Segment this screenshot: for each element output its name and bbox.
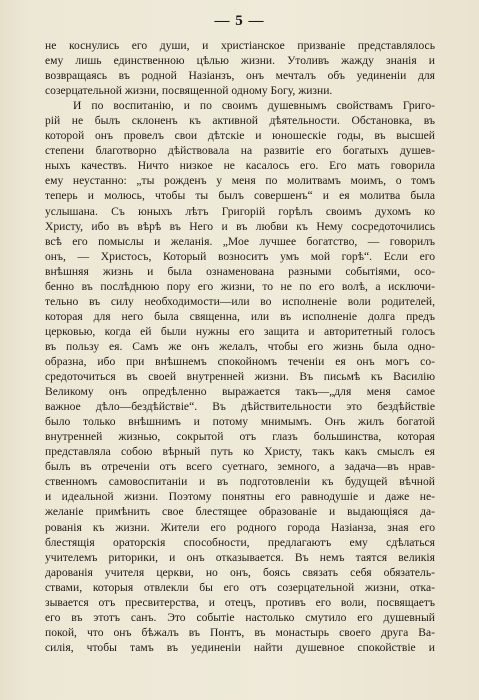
text-line: И по воспитанію, и по своимъ душевнымъ свойствамъ Григо- bbox=[73, 99, 435, 113]
text-line: бенно въ послѣднюю пору его жизни, то не по его волѣ, а исключи- bbox=[45, 279, 435, 293]
body-text bbox=[45, 38, 435, 655]
text-line: его въ этотъ санъ. Это событіе настолько смутило его душевный bbox=[45, 610, 435, 624]
text-line: средоточиться въ своей внутренней жизни. Въ письмѣ къ Василію bbox=[45, 370, 435, 384]
text-line: ему неустанно: „ты рожденъ у меня по молитвамъ моимъ, о томъ bbox=[45, 174, 435, 188]
text-line: ныхъ качествъ. Ничто низкое не касалось его. Его мать говорила bbox=[45, 159, 435, 173]
text-line: ственномъ самовоспитаніи и въ подготовленіи къ будущей вѣчной bbox=[45, 475, 435, 489]
text-line: онъ, — Христосъ, Который возноситъ умъ мой горѣ“. Если его bbox=[45, 249, 435, 263]
text-line: церковью, когда ей были нужны его защита и авторитетный голосъ bbox=[45, 324, 435, 338]
text-line: теперь и молюсь, чтобы ты былъ совершенъ“ и ея молитва была bbox=[45, 189, 435, 203]
text-line: представляла собою вѣрный путь ко Христу, такъ какъ смыслъ ея bbox=[45, 445, 435, 459]
text-line: желаніе примѣнить свое блестящее образованіе и выдающіяся да- bbox=[45, 505, 435, 519]
text-line: было только внѣшнимъ и потому мнимымъ. Онъ жилъ богатой bbox=[45, 415, 435, 429]
text-line: всѣ его помыслы и желанія. „Мое лучшее богатство, — говорилъ bbox=[45, 234, 435, 248]
text-line: внѣшняя жизнь и была ознаменована разными событіями, осо- bbox=[45, 264, 435, 278]
text-line: зывается отъ пресвитерства, и отецъ, противъ его воли, посвящаетъ bbox=[45, 595, 435, 609]
page-number: — 5 — bbox=[214, 13, 265, 29]
text-line: которой онъ провелъ свои дѣтскіе и юношескіе годы, въ высшей bbox=[45, 129, 435, 143]
text-line: и идеальной жизни. Поэтому понятны его равнодушіе и даже не- bbox=[45, 490, 435, 504]
text-line: рій не былъ склоненъ къ активной дѣятельности. Обстановка, въ bbox=[45, 114, 435, 128]
text-line: дарованія учителя церкви, но онъ, боясь связать себя обязатель- bbox=[45, 565, 435, 579]
text-line: тельно въ силу необходимости—или во исполненіе воли родителей, bbox=[45, 294, 435, 308]
text-line: услышана. Съ юныхъ лѣтъ Григорій горѣлъ своимъ духомъ ко bbox=[45, 204, 435, 218]
text-line: покой, что онъ бѣжалъ въ Понтъ, въ монастырь своего друга Ва- bbox=[45, 625, 435, 639]
text-line: Великому онъ опредѣленно выражается такъ—„для меня самое bbox=[45, 385, 435, 399]
text-line: степени благотворно дѣйствовала на развитіе его богатыхъ душев- bbox=[45, 144, 435, 158]
text-line: въ пользу ея. Самъ же онъ желалъ, чтобы его жизнь была одно- bbox=[45, 339, 435, 353]
text-line: ствами, которыя отвлекли бы его отъ созерцательной жизни, отка- bbox=[45, 580, 435, 594]
text-line: рованія къ жизни. Жители его родного города Назіанза, зная его bbox=[45, 520, 435, 534]
text-line: которая для него была священна, или въ исполненіе долга предъ bbox=[45, 309, 435, 323]
text-line: силія, чтобы тамъ въ уединеніи найти душевное спокойствіе и bbox=[45, 640, 435, 654]
text-line: учителемъ риторики, и онъ отказывается. Въ немъ таятся великія bbox=[45, 550, 435, 564]
text-line: не коснулись его души, и христіанское призваніе представлялось bbox=[45, 39, 435, 52]
text-line: Христу, ибо въ вѣрѣ въ Него и въ любви къ Нему сосредоточились bbox=[45, 219, 435, 233]
text-line: блестящія ораторскія способности, предлагаютъ ему сдѣлаться bbox=[45, 535, 435, 549]
text-line: созерцательной жизни, посвященной одному Богу, жизни. bbox=[45, 84, 333, 98]
text-line: внутренней жизнью, сокрытой отъ глазъ большинства, которая bbox=[45, 430, 435, 444]
text-line: возвращаясь въ родной Назіанзъ, онъ мечталъ объ уединеніи для bbox=[45, 69, 435, 83]
text-line: былъ въ отреченіи отъ всего суетнаго, земного, а задача—въ нрав- bbox=[45, 460, 435, 474]
text-line: образна, ибо при внѣшнемъ спокойномъ теченіи ея онъ могъ со- bbox=[45, 354, 435, 368]
text-line: ему лишь единственною цѣлью жизни. Утоливъ жажду знанія и bbox=[45, 54, 435, 68]
text-line: важное дѣло—бездѣйствіе“. Въ дѣйствительности это бездѣйствіе bbox=[45, 400, 435, 414]
